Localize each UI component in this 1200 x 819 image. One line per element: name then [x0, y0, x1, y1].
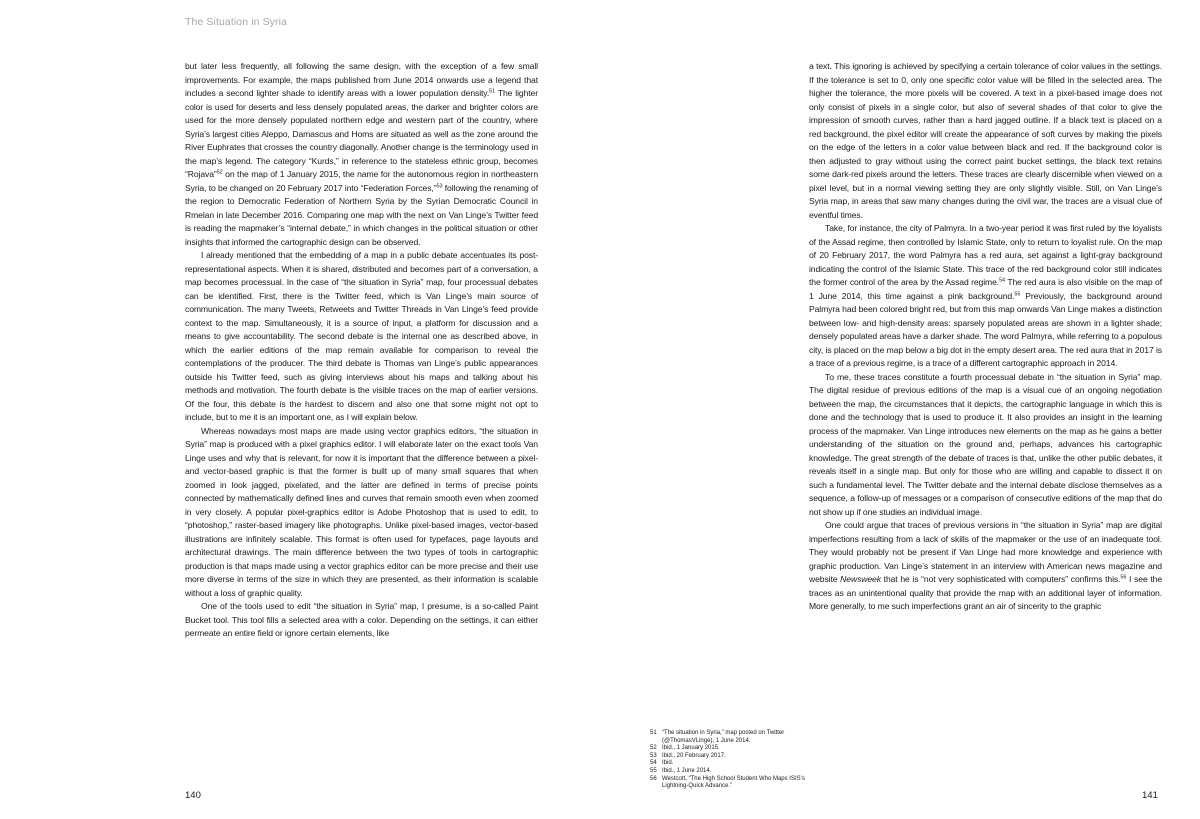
left-text-column: [185, 60, 538, 641]
paragraph: Take, for instance, the city of Palmyra. In a two-year period it was first ruled by the loyalists of the Assad regime, then controlled by Islamic State, only to return to loyalist rule. On the map of 20 February 2017, the word Palmyra has a red aura, set against a light-gray background indicating the control of the Islamic State. This trace of the red background color still indicates the former control of the area by the Assad regime.$^{54}$ The red aura is also visible on the map of 1 June 2014, this time against a pink background.$^{55}$ Previously, the background around Palmyra had been colored bright red, but from this map onwards Van Linge makes a distinction between low- and high-density areas: sparsely populated areas are shown in a lighter shade; densely populated areas have a darker shade. The word Palmyra, while referring to a populous city, is placed on the map below a big dot in the empty desert area. The red aura that in 2017 is a trace of a previous regime, is a trace of a different cartographic approach in 2014.: [809, 223, 1162, 368]
footnote-ref-52[interactable]: 52: [216, 169, 223, 176]
paragraph: One of the tools used to edit “the situation in Syria” map, I presume, is a so-called Paint Bucket tool. This tool fills a selected area with a color. Depending on the settings, it can either permeate an entire field or ignore certain elements, like: [185, 601, 538, 638]
footnote: 54 Ibid.: [650, 760, 674, 767]
paragraph: Whereas nowadays most maps are made using vector graphics editors, “the situation in Syria” map is produced with a pixel graphics editor. I will elaborate later on the exact tools Van Linge uses and why that is relevant, for now it is important that the difference between a pixel- and vector-based graphic is that the former is built up of many small squares that when zoomed in look jagged, pixelated, and the latter are defined in terms of precise points connected by mathematically defined lines and curves that remain smooth even when zoomed in very closely. A popular pixel-graphics editor is Adobe Photoshop that is used to edit, to “photoshop,” raster-based imagery like photographs. Unlike pixel-based images, vector-based illustrations are infinitely scalable. This format is often used for typefaces, page layouts and architectural drawings. The main difference between the two types of tools in cartographic production is that maps made using a vector graphics editor can be more precise and their use more diverse in terms of the size in which they are presented, as their information is scalable without a loss of graphic quality.: [185, 425, 538, 598]
footnote: 52 Ibid., 1 January 2015.: [650, 745, 720, 752]
footnote: 51 “The situation in Syria,” map posted on Twitter (@ThomasVLinge), 1 June 2014.: [650, 730, 785, 744]
page-number-left: 140: [185, 790, 201, 801]
paragraph: a text. This ignoring is achieved by specifying a certain tolerance of color values in the settings. If the tolerance is set to 0, only one specific color value will be filled in the selected area. The higher the tolerance, the more pixels will be covered. A text in a pixel-based image does not only consist of pixels in a single color, but also of several shades of that color to give the impression of smooth curves, rather than a hard jagged outline. If a black text is placed on a red background, the pixel editor will create the appearance of soft curves by making the pixels on the edge of the letters in a color value between black and red. If the background color is then adjusted to gray without using the correct paint bucket settings, the black text retains some dark-red pixels around the letters. These traces are clearly discernible when viewed on a pixel level, but in a normal viewing setting they are only slightly visible. Still, on Van Linge’s Syria map, in areas that saw many changes during the civil war, the traces are a visual clue of eventful times.: [809, 61, 1162, 220]
page-number-right: 141: [1142, 790, 1158, 801]
paragraph: To me, these traces constitute a fourth processual debate in “the situation in Syria” map. The digital residue of previous editions of the map is a visual cue of an ongoing negotiation between the map, the circumstances that it depicts, the cartographic language in which this is done and the technology that is used to produce it. It also provides an insight in the learning process of the mapmaker. Van Linge introduces new elements on the map as he gains a better understanding of the situation on the ground and, perhaps, advances his cartographic knowledge. The great strength of the debate of traces is that, unlike the other public debates, it reveals itself in a single map. But only for those who are willing and capable to dissect it on such a fundamental level. The Twitter debate and the internal debate disclose themselves as a sequence, a follow-up of messages or a comparison of consecutive editions of the map that do not show up if one studies an individual image.: [809, 371, 1162, 517]
running-head: The Situation in Syria: [185, 16, 288, 28]
footnote: 53 Ibid., 20 February 2017.: [650, 752, 726, 759]
paragraph: I already mentioned that the embedding of a map in a public debate accentuates its post-representational aspects. When it is shared, distributed and becomes part of a conversation, a map becomes processual. In the case of “the situation in Syria” map, four processual debates can be identified. First, there is the Twitter feed, which is Van Linge’s main source of communication. The many Tweets, Retweets and Twitter Threads in Van Linge’s feed provide context to the map. Simultaneously, it is a source of input, a platform for discussion and a means to give accountability. The second debate is the internal one as described above, in which the earlier editions of the map remain available for comparison to reveal the contemplations of the producer. The third debate is Thomas van Linge’s public appearances outside his Twitter feed, such as giving interviews about his maps and talking about his methods and motivation. The fourth debate is the visible traces on the map of earlier versions. Of the four, this debate is the hardest to discern and also one that some might not opt to include, but to me it is an important one, as I will explain below.: [185, 250, 538, 422]
paragraph: One could argue that traces of previous versions in “the situation in Syria” map are digital imperfections resulting from a lack of skills of the mapmaker or the use of an inadequate tool. They would probably not be present if Van Linge had more knowledge and experience with graphic production. Van Linge’s statement in an interview with American news magazine and website Newsweek that he is “not very sophisticated with computers” confirms this.$^{56}$ I see the traces as an unintentional quality that provide the map with an additional layer of information. More generally, to me such imperfections grant an air of sincerity to the graphic: [809, 520, 1162, 611]
footnote-ref-56[interactable]: 56: [1120, 574, 1127, 581]
footnote: 55 Ibid., 1 June 2014.: [650, 767, 712, 774]
footnote-ref-55[interactable]: 55: [1014, 291, 1021, 297]
footnote: 56 Westcott, “The High School Student Who Maps ISIS’s Lightning-Quick Advance.”: [650, 775, 805, 790]
footnotes: [650, 730, 810, 791]
footnote-ref-53[interactable]: 53: [436, 183, 443, 189]
right-text-column: [809, 60, 1162, 614]
footnote-ref-51[interactable]: 51: [489, 88, 496, 95]
paragraph: but later less frequently, all following the same design, with the exception of a few small improvements. For example, the maps published from June 2014 onwards use a legend that includes a second lighter shade to identify areas with a lower population density.$^{51}$ The lighter color is used for deserts and less densely populated areas, the darker and brighter colors are used for the more densely populated northern edge and western part of the country, where Syria’s largest cities Aleppo, Damascus and Homs are situated as well as the zone around the River Euphrates that crosses the country diagonally. Another change is the terminology used in the map’s legend. The category “Kurds,” in reference to the stateless ethnic group, becomes “Rojava”$^{52}$ on the map of 1 January 2015, the name for the autonomous region in northeastern Syria, to be changed on 20 February 2017 into “Federation Forces,”$^{53}$ following the renaming of the region to Democratic Federation of Northern Syria by the Syrian Democratic Council in Rmelan in late December 2016. Comparing one map with the next on Van Linge’s Twitter feed is reading the mapmaker’s “internal debate,” in which changes in the political situation or other insights that informed the cartographic design can be observed.: [185, 61, 538, 247]
footnote-ref-54[interactable]: 54: [999, 277, 1005, 284]
